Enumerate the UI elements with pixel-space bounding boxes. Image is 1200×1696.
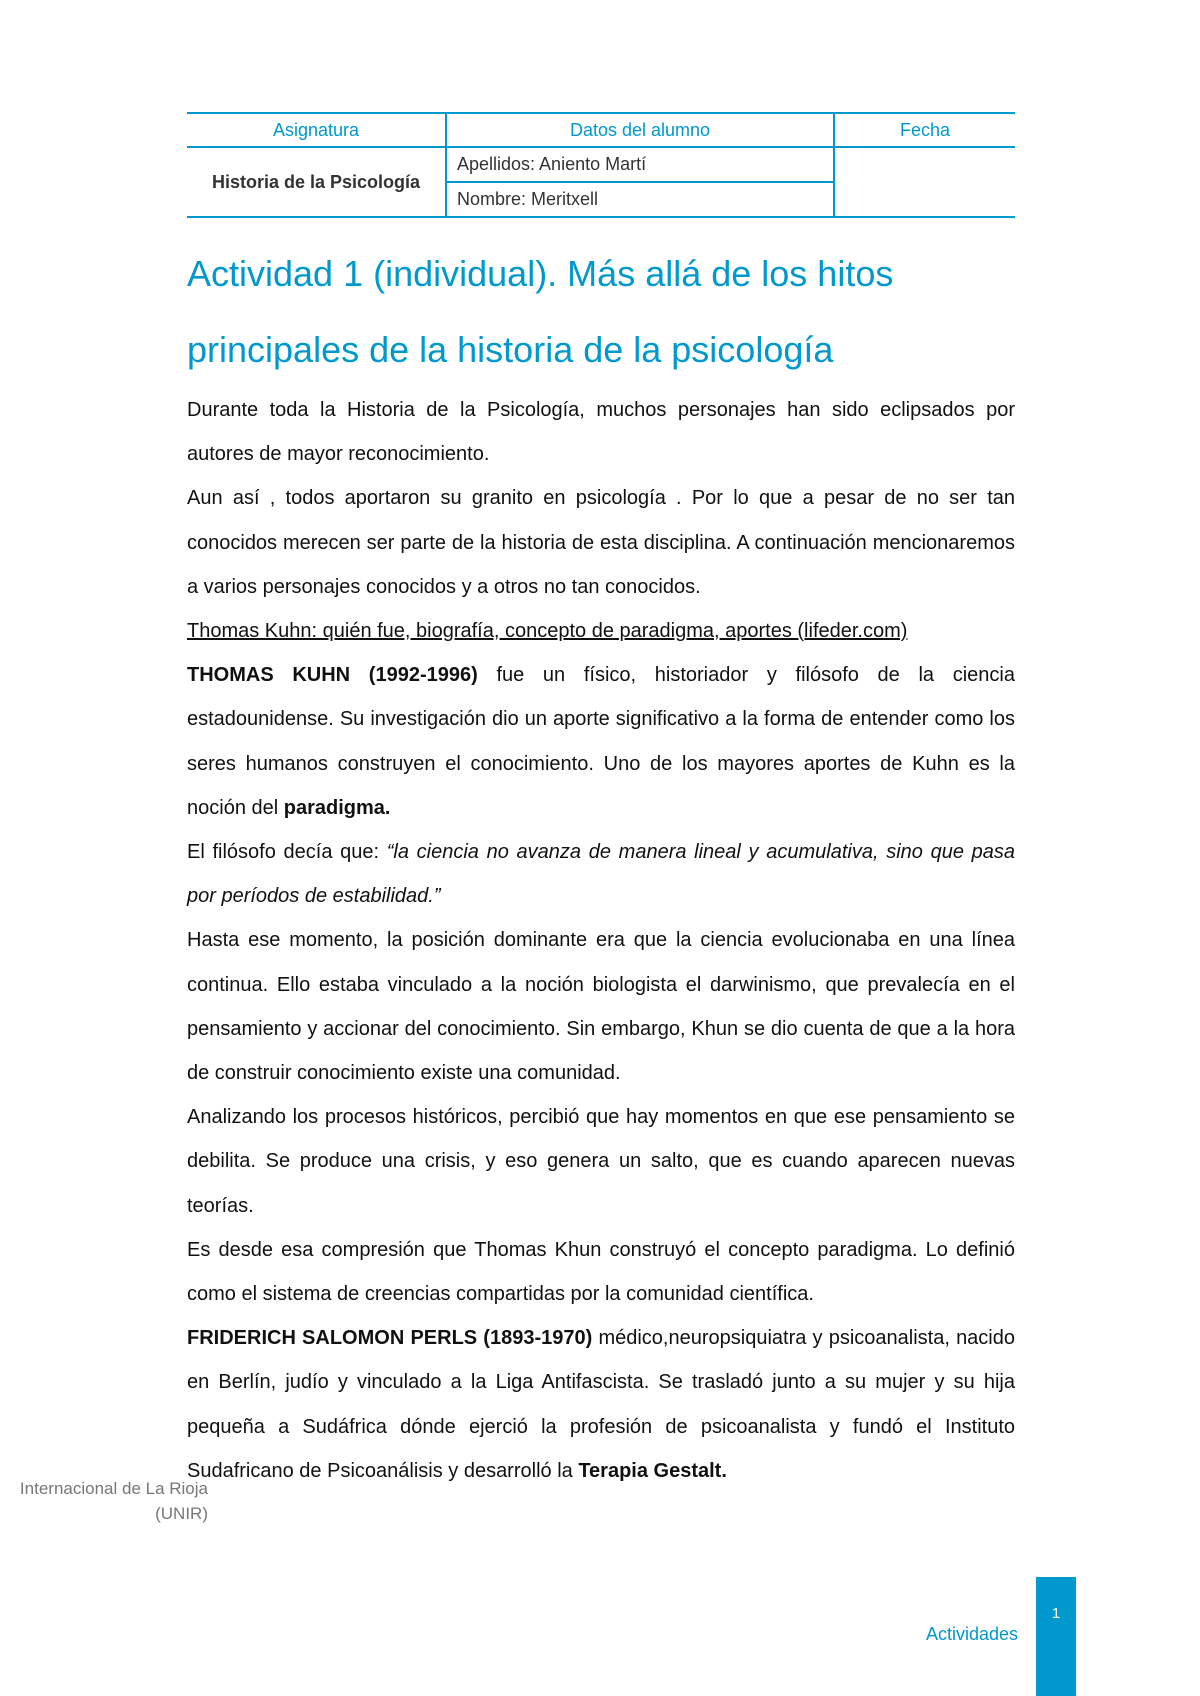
perls-paragraph [187,1316,1015,1493]
quote-intro: El filósofo decía que: [187,841,387,864]
header-table [187,112,1015,218]
institution-acronym: (UNIR) [155,1504,208,1523]
granito-paragraph: Aun así , todos aportaron su granito en psicología . Por lo que a pesar de no ser tan conocidos merecen ser parte de la historia de esta disciplina. A continuación mencionaremos a varios personajes conocidos y a otros no tan conocidos. [187,487,1015,598]
document-body [187,388,1015,1493]
crisis-paragraph: Analizando los procesos históricos, percibió que hay momentos en que ese pensamiento se debilita. Se produce una crisis, y eso genera un salto, que es cuando aparecen nuevas teorías. [187,1106,1015,1217]
kuhn-description: fue un físico, historiador y filósofo de la ciencia estadounidense. Su investigación dio un aporte significativo a la forma de entender como los seres humanos construyen el conocimiento. Uno de los mayores aportes de Kuhn es la noción del [187,664,1015,819]
perls-description: médico,neuropsiquiatra y psicoanalista, nacido en Berlín, judío y vinculado a la Liga Antifascista. Se trasladó junto a su mujer y su hija pequeña a Sudáfrica dónde ejerció la profesión de psicoanalista y fundó el Instituto Sudafricano de Psicoanálisis y desarrolló la [187,1327,1015,1482]
page-number: 1 [1051,1605,1061,1622]
intro-paragraph: Durante toda la Historia de la Psicología, muchos personajes han sido eclipsados por autores de mayor reconocimiento. [187,399,1015,466]
subject-value: Historia de la Psicología [187,147,446,217]
date-label: Fecha [834,113,1015,147]
lifeder-link[interactable]: Thomas Kuhn: quién fue, biografía, concepto de paradigma, aportes (lifeder.com) [187,620,908,643]
continuity-paragraph: Hasta ese momento, la posición dominante era que la ciencia evolucionaba en una línea continua. Ello estaba vinculado a la noción biologista el darwinismo, que prevalecía en el pensamiento y accionar del conocimiento. Sin embargo, Khun se dio cuenta de que a la hora de construir conocimiento existe una comunidad. [187,929,1015,1085]
kuhn-paragraph [187,653,1015,830]
paradigm-term: paradigma. [283,796,391,819]
surname-field: Apellidos: Aniento Martí [446,147,834,182]
name-field: Nombre: Meritxell [446,182,834,217]
student-data-label: Datos del alumno [446,113,834,147]
quote-paragraph [187,830,1015,918]
subject-label: Asignatura [187,113,446,147]
kuhn-name: THOMAS KUHN (1992-1996) [187,664,478,687]
kuhn-quote: “la ciencia no avanza de manera lineal y acumulativa, sino que pasa por períodos de estabilidad.” [187,841,1016,908]
date-value [834,147,1015,217]
page-number-box [1036,1577,1076,1696]
gestalt-term: Terapia Gestalt [578,1459,722,1482]
section-label: Actividades [925,1624,1018,1644]
page-title: Actividad 1 (individual). Más allá de los hitos principales de la historia de la psicología [187,253,894,370]
institution-name: Internacional de La Rioja [19,1479,208,1498]
source-link-paragraph [187,609,1015,653]
institution-footer [0,1476,208,1526]
paradigm-definition-paragraph: Es desde esa compresión que Thomas Khun construyó el concepto paradigma. Lo definió como el sistema de creencias compartidas por la comunidad científica. [187,1238,1015,1306]
perls-period: . [721,1459,727,1482]
perls-name: FRIDERICH SALOMON PERLS (1893-1970) [187,1327,593,1350]
